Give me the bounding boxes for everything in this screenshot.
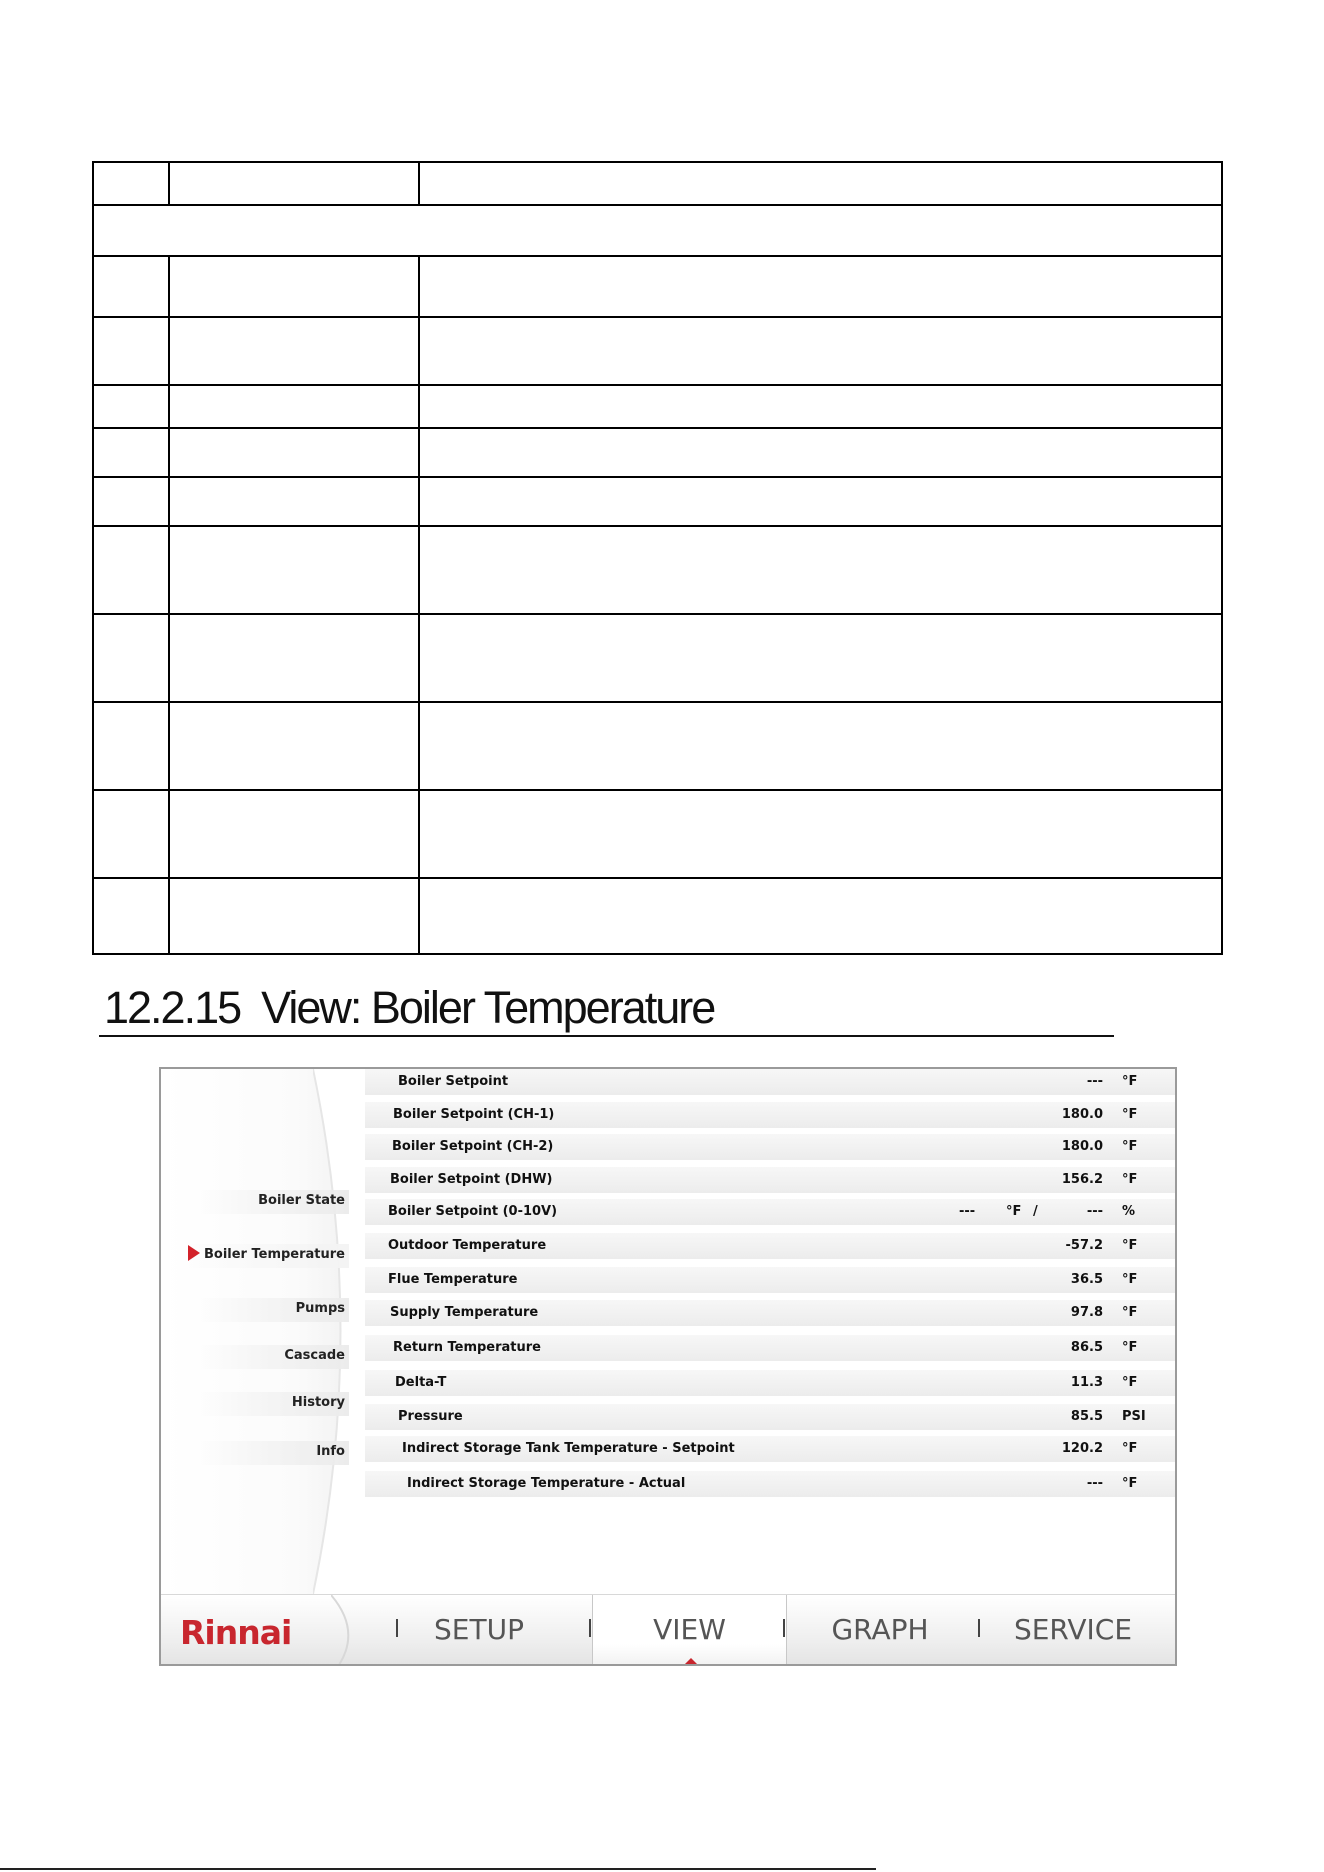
- table-cell: [419, 702, 1222, 790]
- table-cell: [93, 428, 169, 477]
- row-unit: °F: [1122, 1107, 1138, 1122]
- table-cell: [419, 162, 1222, 205]
- table-row: [365, 1300, 1175, 1326]
- row-label: Outdoor Temperature: [388, 1238, 547, 1253]
- row-value: ---: [1086, 1204, 1103, 1219]
- tab-separator: [396, 1619, 398, 1637]
- nav-label: Cascade: [284, 1348, 345, 1363]
- row-unit: °F: [1122, 1375, 1138, 1390]
- active-tab-marker-icon: [683, 1658, 699, 1666]
- row-value: 86.5: [1070, 1340, 1103, 1355]
- rinnai-logo: Rinnai: [180, 1613, 292, 1652]
- row-unit: °F: [1122, 1139, 1138, 1154]
- tab-separator: [783, 1619, 785, 1637]
- table-cell: [169, 477, 419, 526]
- tab-service[interactable]: SERVICE: [1013, 1613, 1133, 1646]
- table-cell: [93, 878, 169, 954]
- table-cell: [169, 614, 419, 702]
- row-unit: °F: [1122, 1441, 1138, 1456]
- table-cell: [93, 526, 169, 614]
- side-nav: [161, 1069, 349, 1594]
- row-label: Boiler Setpoint (DHW): [390, 1172, 553, 1187]
- nav-item-info[interactable]: [199, 1441, 349, 1465]
- row-label: Pressure: [398, 1409, 463, 1424]
- tab-graph[interactable]: GRAPH: [831, 1613, 929, 1646]
- row-label: Boiler Setpoint (CH-2): [392, 1139, 554, 1154]
- row-value: ---: [1086, 1074, 1103, 1089]
- heading-rule: [99, 1035, 1114, 1037]
- nav-label: Pumps: [295, 1301, 345, 1316]
- row-label: Indirect Storage Temperature - Actual: [407, 1476, 686, 1491]
- row-unit: PSI: [1122, 1409, 1146, 1424]
- table-cell: [169, 385, 419, 428]
- row-label: Indirect Storage Tank Temperature - Setpoint: [402, 1441, 735, 1456]
- table-cell: [419, 614, 1222, 702]
- nav-item-boiler-temperature[interactable]: [179, 1244, 349, 1268]
- row-unit: %: [1122, 1204, 1136, 1219]
- row-unit: °F: [1122, 1340, 1138, 1355]
- row-label: Boiler Setpoint (0-10V): [388, 1204, 558, 1219]
- row-label: Delta-T: [395, 1375, 447, 1390]
- tab-separator: [978, 1619, 980, 1637]
- nav-item-boiler-state[interactable]: [199, 1190, 349, 1214]
- logo-divider-curve: [331, 1595, 361, 1665]
- table-row: [365, 1199, 1175, 1225]
- table-row: [365, 1436, 1175, 1462]
- tab-separator: [589, 1619, 591, 1637]
- table-row: [365, 1404, 1175, 1430]
- table-cell: [93, 702, 169, 790]
- table-cell: [93, 205, 1222, 256]
- table-row: [365, 1167, 1175, 1193]
- table-row: [365, 1069, 1175, 1095]
- nav-label: Boiler State: [258, 1193, 345, 1208]
- row-value: 97.8: [1070, 1305, 1103, 1320]
- nav-item-cascade[interactable]: [199, 1345, 349, 1369]
- row-label: Supply Temperature: [390, 1305, 539, 1320]
- table-row: [365, 1471, 1175, 1497]
- table-cell: [93, 614, 169, 702]
- row-value: ---: [959, 1204, 976, 1219]
- table-cell: [93, 162, 169, 205]
- row-unit: °F: [1006, 1204, 1022, 1219]
- row-label: Boiler Setpoint (CH-1): [393, 1107, 555, 1122]
- table-cell: [419, 385, 1222, 428]
- table-cell: [419, 477, 1222, 526]
- row-value: 156.2: [1061, 1172, 1103, 1187]
- section-heading: [104, 982, 714, 1034]
- table-cell: [93, 385, 169, 428]
- row-value: ---: [1086, 1476, 1103, 1491]
- table-cell: [419, 317, 1222, 385]
- row-label: Flue Temperature: [388, 1272, 518, 1287]
- row-value: 36.5: [1070, 1272, 1103, 1287]
- row-unit: °F: [1122, 1272, 1138, 1287]
- nav-label: Boiler Temperature: [203, 1247, 345, 1262]
- table-cell: [419, 428, 1222, 477]
- tab-view[interactable]: VIEW: [592, 1595, 787, 1665]
- table-cell: [419, 790, 1222, 878]
- row-value: 180.0: [1061, 1139, 1103, 1154]
- row-value: 120.2: [1061, 1441, 1103, 1456]
- section-number: 12.2.15: [104, 982, 241, 1033]
- table-cell: [169, 790, 419, 878]
- table-row: [365, 1267, 1175, 1293]
- spec-table: [92, 161, 1223, 955]
- table-cell: [93, 256, 169, 317]
- table-cell: [93, 477, 169, 526]
- table-cell: [169, 702, 419, 790]
- table-cell: [419, 878, 1222, 954]
- row-unit: °F: [1122, 1074, 1138, 1089]
- row-unit: °F: [1122, 1238, 1138, 1253]
- row-label: Return Temperature: [393, 1340, 541, 1355]
- table-cell: [169, 428, 419, 477]
- nav-item-pumps[interactable]: [199, 1298, 349, 1322]
- table-cell: [419, 526, 1222, 614]
- row-label: Boiler Setpoint: [398, 1074, 509, 1089]
- nav-item-history[interactable]: [199, 1392, 349, 1416]
- table-cell: [169, 317, 419, 385]
- nav-label: Info: [316, 1444, 345, 1459]
- table-cell: [169, 526, 419, 614]
- table-cell: [419, 256, 1222, 317]
- row-value: 180.0: [1061, 1107, 1103, 1122]
- table-cell: [169, 162, 419, 205]
- table-cell: [169, 256, 419, 317]
- table-row: [365, 1102, 1175, 1128]
- section-title: View: Boiler Temperature: [261, 982, 715, 1033]
- row-unit: °F: [1122, 1476, 1138, 1491]
- table-row: [365, 1134, 1175, 1160]
- table-row: [365, 1335, 1175, 1361]
- row-unit: °F: [1122, 1305, 1138, 1320]
- tab-setup[interactable]: SETUP: [434, 1613, 524, 1646]
- selected-arrow-icon: [188, 1245, 200, 1261]
- row-separator: /: [1033, 1204, 1038, 1219]
- table-row: [365, 1233, 1175, 1259]
- row-value: 11.3: [1070, 1375, 1103, 1390]
- controller-screen: [159, 1067, 1177, 1666]
- table-cell: [169, 878, 419, 954]
- row-unit: °F: [1122, 1172, 1138, 1187]
- row-value: -57.2: [1065, 1238, 1103, 1253]
- bottom-menu-bar: [161, 1594, 1175, 1665]
- table-cell: [93, 317, 169, 385]
- nav-label: History: [291, 1395, 345, 1410]
- table-cell: [93, 790, 169, 878]
- footer-rule: [0, 1868, 876, 1870]
- row-value: 85.5: [1070, 1409, 1103, 1424]
- table-row: [365, 1370, 1175, 1396]
